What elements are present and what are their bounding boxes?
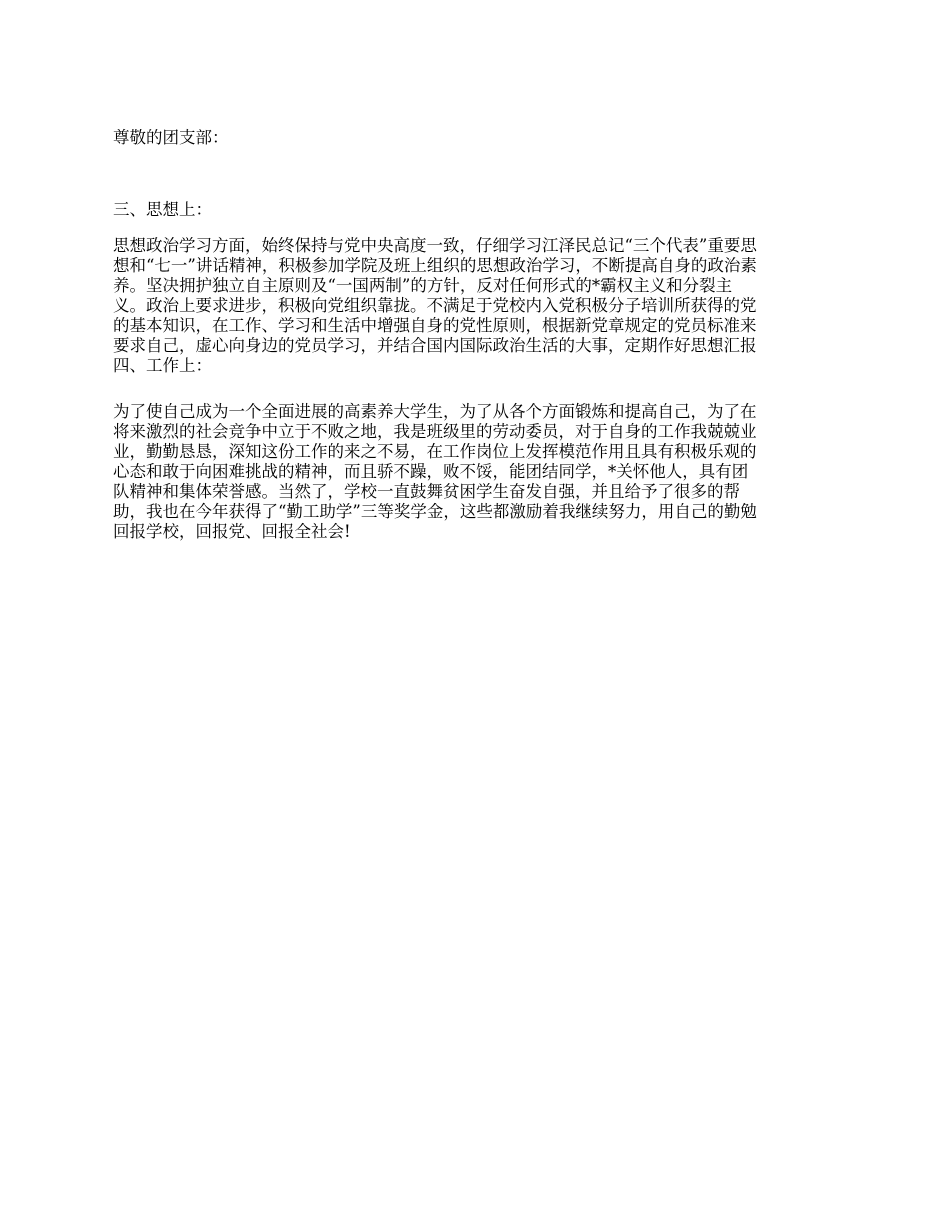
section-3-heading: 三、思想上： (113, 200, 212, 219)
paragraph-line: 要求自己，虚心向身边的党员学习，并结合国内国际政治生活的大事，定期作好思想汇报 (113, 336, 757, 355)
salutation: 尊敬的团支部： (113, 128, 229, 147)
paragraph-line: 义。政治上要求进步，积极向党组织靠拢。不满足于党校内入党积极分子培训所获得的党 (113, 296, 757, 315)
paragraph-line: 的基本知识，在工作、学习和生活中增强自身的党性原则，根据新党章规定的党员标准来 (113, 316, 757, 335)
section-4-heading: 四、工作上： (113, 356, 212, 375)
paragraph-line: 助，我也在今年获得了“勤工助学”三等奖学金，这些都激励着我继续努力，用自己的勤勉 (113, 502, 757, 521)
paragraph-line: 队精神和集体荣誉感。当然了，学校一直鼓舞贫困学生奋发自强，并且给予了很多的帮 (113, 482, 740, 501)
paragraph-line: 思想政治学习方面，始终保持与党中央高度一致，仔细学习江泽民总记“三个代表”重要思 (113, 236, 757, 255)
paragraph-line: 将来激烈的社会竞争中立于不败之地，我是班级里的劳动委员，对于自身的工作我兢兢业 (113, 422, 757, 441)
paragraph-line: 回报学校，回报党、回报全社会! (113, 522, 351, 541)
paragraph-line: 为了使自己成为一个全面进展的高素养大学生，为了从各个方面锻炼和提高自己，为了在 (113, 402, 757, 421)
paragraph-line: 养。坚决拥护独立自主原则及“一国两制”的方针，反对任何形式的*霸权主义和分裂主 (113, 276, 733, 295)
paragraph-line: 想和“七一”讲话精神，积极参加学院及班上组织的思想政治学习，不断提高自身的政治素 (113, 256, 757, 275)
paragraph-line: 心态和敢于向困难挑战的精神，而且骄不躁，败不馁，能团结同学，*关怀他人，具有团 (113, 462, 749, 481)
paragraph-line: 业，勤勤恳恳，深知这份工作的来之不易，在工作岗位上发挥模范作用且具有积极乐观的 (113, 442, 757, 461)
